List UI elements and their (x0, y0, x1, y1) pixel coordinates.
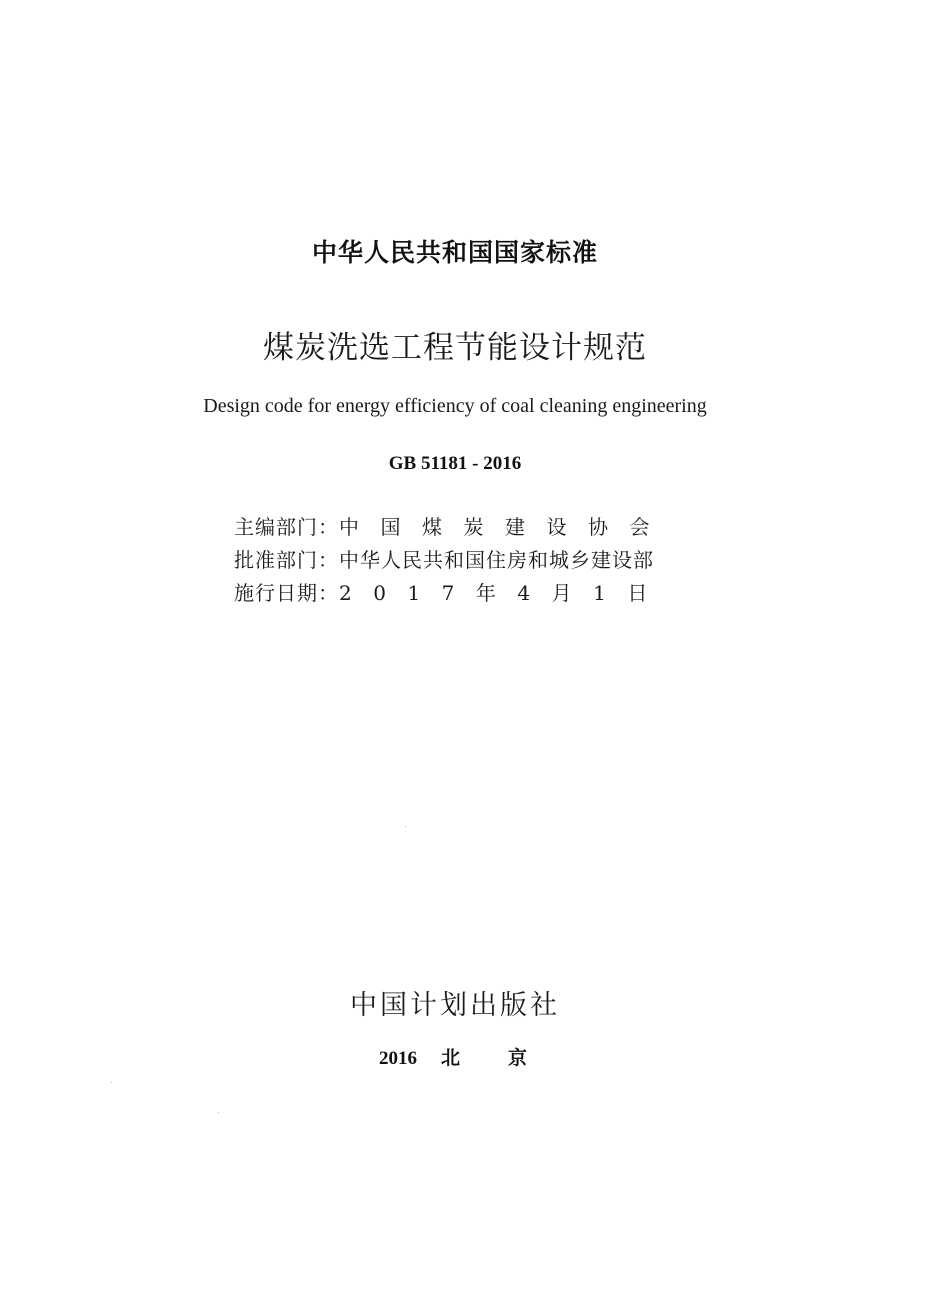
chief-editor-row (234, 511, 671, 540)
approval-dept-label: 批准部门： (234, 548, 339, 572)
chief-editor-label: 主编部门： (234, 515, 339, 539)
publication-place (379, 1043, 575, 1070)
scan-speck (405, 826, 406, 827)
approval-dept-row (234, 544, 654, 573)
document-title-chinese: 煤炭洗选工程节能设计规范 (263, 330, 647, 366)
chief-editor-value: 中国煤炭建设协会 (339, 515, 671, 539)
document-title-english: Design code for energy efficiency of coal cleaning engineering (203, 395, 707, 417)
effective-date-label: 施行日期： (234, 581, 339, 605)
scan-speck (218, 1112, 219, 1113)
scan-speck (111, 1082, 112, 1083)
publication-year: 2016 (379, 1048, 417, 1069)
publisher-name: 中国计划出版社 (350, 990, 560, 1021)
effective-date-value: 2017年4月1日 (339, 581, 669, 605)
approval-dept-value: 中华人民共和国住房和城乡建设部 (339, 548, 654, 572)
standard-category: 中华人民共和国国家标准 (311, 238, 598, 267)
effective-date-row (234, 577, 669, 606)
standard-code: GB 51181 - 2016 (388, 453, 522, 474)
publication-city: 北京 (441, 1047, 576, 1069)
